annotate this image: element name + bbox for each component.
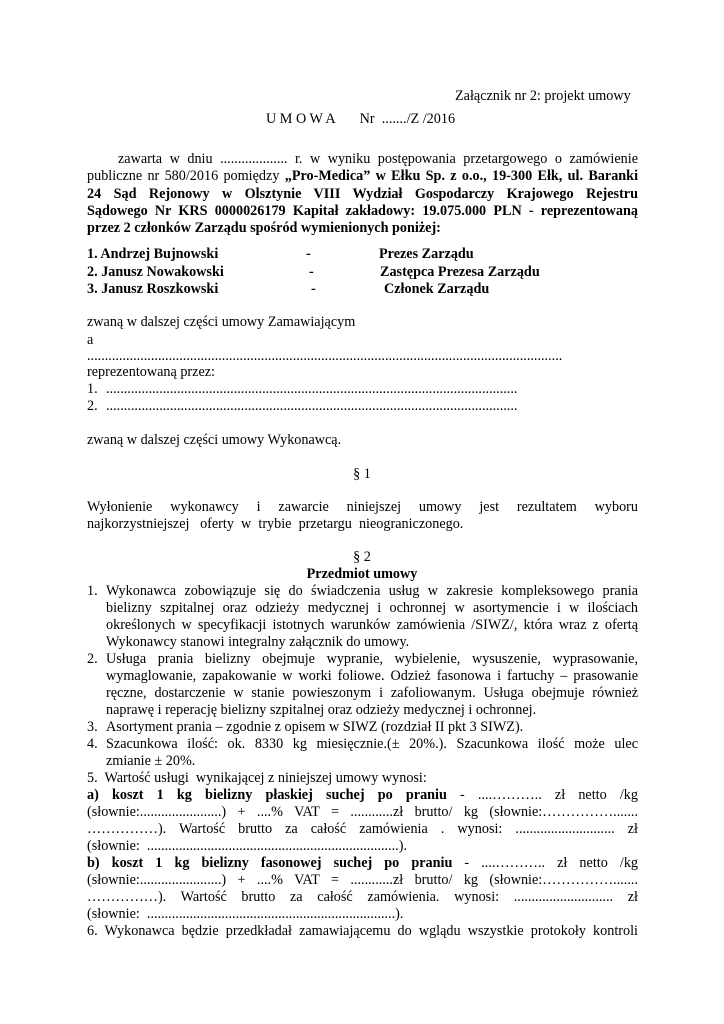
price-a-label: a) koszt 1 kg bielizny płaskiej suchej po praniu [87,787,447,803]
intro-plain-text: publiczne nr 580/2016 pomiędzy [87,168,285,184]
board-name-3: 3. Janusz Roszkowski [87,281,219,297]
and-word: a [87,332,94,348]
board-dash-1: - [306,246,311,262]
ordering-party-line: zwaną w dalszej części umowy Zamawiającym [87,314,356,330]
intro-line-3: 24 Sąd Rejonowy w Olsztynie VIII Wydział Gospodarczy Krajowego Rejestru [87,186,638,202]
annex-label: Załącznik nr 2: projekt umowy [455,88,631,104]
intro-line-2 [87,168,638,185]
intro-line-1: zawarta w dniu ................... r. w wyniku postępowania przetargowego o zamówienie [118,151,638,167]
price-b-line-2: (słownie:.......................) + ....% VAT = ............zł brutto/ kg (słownie:……………....... [87,872,638,888]
item-1-line-3: określonych w specyfikacji istotnych warunków zamówienia /SIWZ/, która wraz z ofertą [106,617,638,633]
item-2-line-2: wymaglowanie, zapakowanie w worki foliowe. Odzież fasonowa i fartuchy – prasowanie [106,668,638,684]
item-1-line-2: bielizny szpitalnej oraz odzieży medycznej i ochronnej w asortymencie i w ilościach [106,600,638,616]
board-name-1: 1. Andrzej Bujnowski [87,246,219,262]
rep-dots-2: .................................................................................................................... [106,398,518,414]
price-b-line-4: (słownie: ......................................................................). [87,906,404,922]
item-5-line: 5. Wartość usługi wynikającej z niniejszej umowy wynosi: [87,770,427,786]
section-2-heading: Przedmiot umowy [306,566,418,582]
price-a-line-1 [87,787,638,804]
intro-bold-text: „Pro-Medica” w Ełku Sp. z o.o., 19-300 Ełk, ul. Baranki [284,168,639,184]
board-dash-3: - [311,281,316,297]
item-1-line-1: Wykonawca zobowiązuje się do świadczenia usług w zakresie kompleksowego prania [106,583,638,599]
board-name-2: 2. Janusz Nowakowski [87,264,224,280]
board-role-1: Prezes Zarządu [379,246,474,262]
contractor-dots-line: ...................................................................................................................................... [87,348,563,364]
item-4-line-1: Szacunkowa ilość: ok. 8330 kg miesięcznie.(± 20%.). Szacunkowa ilość może ulec [106,736,638,752]
section-1-mark: § 1 [353,466,371,482]
item-1-line-4: Wykonawcy stanowi integralny załącznik do umowy. [106,634,410,650]
board-dash-2: - [309,264,314,280]
price-b-line-1 [87,855,638,872]
rep-num-2: 2. [87,398,98,414]
intro-line-4: Sądowego Nr KRS 0000026179 Kapitał zakładowy: 19.075.000 PLN - reprezentowaną [87,203,638,219]
item-1-number: 1. [87,583,98,599]
represented-by-label: reprezentowaną przez: [87,364,215,380]
price-a-line-3: ……………). Wartość brutto za całość zamówienia . wynosi: ............................ zł [87,821,638,837]
section-1-line-1: Wyłonienie wykonawcy i zawarcie niniejszej umowy jest rezultatem wyboru [87,499,638,515]
price-b-net: - ....……….. zł netto /kg [452,855,639,871]
intro-line-5: przez 2 członków Zarządu spośród wymienionych poniżej: [87,220,441,236]
price-b-line-3: ……………). Wartość brutto za całość zamówienia. wynosi: ............................ zł [87,889,638,905]
price-a-net: - ....……….. zł netto /kg [446,787,638,803]
item-3-number: 3. [87,719,98,735]
item-6-line: 6. Wykonawca będzie przedkładał zamawiającemu do wglądu wszystkie protokoły kontroli [87,923,638,939]
rep-dots-1: .................................................................................................................... [106,381,518,397]
section-1-line-2: najkorzystniejszej oferty w trybie przetargu nieograniczonego. [87,516,464,532]
price-a-line-2: (słownie:.......................) + ....% VAT = ............zł brutto/ kg (słownie:……………....... [87,804,638,820]
price-b-label: b) koszt 1 kg bielizny fasonowej suchej po praniu [87,855,453,871]
board-role-3: Członek Zarządu [384,281,490,297]
item-4-number: 4. [87,736,98,752]
price-a-line-4: (słownie: .......................................................................). [87,838,407,854]
contract-title: U M O W A Nr ......./Z /2016 [266,111,456,127]
board-role-2: Zastępca Prezesa Zarządu [380,264,540,280]
item-4-line-2: zmianie ± 20%. [106,753,196,769]
contractor-called-line: zwaną w dalszej części umowy Wykonawcą. [87,432,342,448]
item-2-line-1: Usługa prania bielizny obejmuje wypranie, wybielenie, wysuszenie, wyprasowanie, [106,651,638,667]
section-2-mark: § 2 [353,549,371,565]
item-2-number: 2. [87,651,98,667]
rep-num-1: 1. [87,381,98,397]
item-2-line-4: naprawę i reperację bielizny szpitalnej oraz odzieży medycznej i ochronnej. [106,702,537,718]
item-2-line-3: ręczne, dostarczenie w stanie powieszonym i zafoliowanym. Usługa obejmuje również [106,685,638,701]
item-3-line-1: Asortyment prania – zgodnie z opisem w SIWZ (rozdział II pkt 3 SIWZ). [106,719,524,735]
